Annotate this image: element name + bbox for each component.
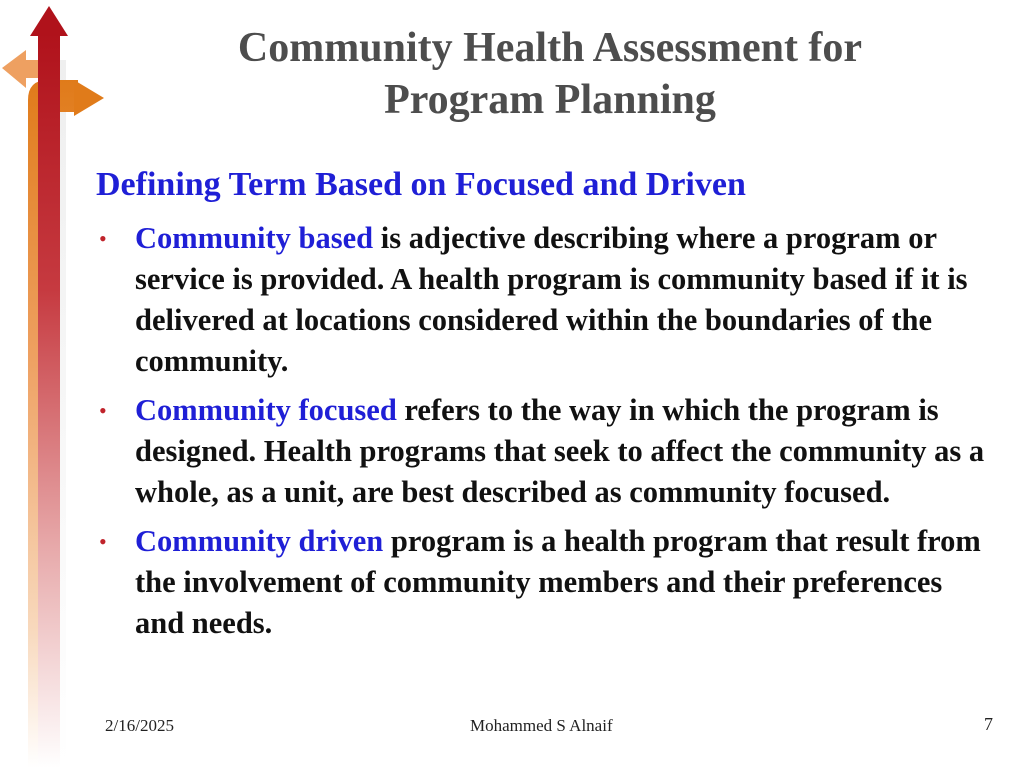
- bullet-term: Community focused: [135, 393, 397, 427]
- title-line-2: Program Planning: [384, 77, 716, 123]
- bullet-icon: •: [99, 226, 107, 251]
- footer-author: Mohammed S Alnaif: [470, 716, 613, 735]
- page-number: 7: [984, 714, 993, 734]
- bullet-list: [96, 218, 996, 652]
- title-line-1: Community Health Assessment for: [237, 25, 863, 71]
- bullet-icon: •: [99, 398, 107, 423]
- bullet-item-community-driven: [96, 521, 996, 644]
- section-heading: Defining Term Based on Focused and Driven: [96, 166, 746, 203]
- footer-date: 2/16/2025: [105, 716, 174, 735]
- bullet-item-community-based: [96, 218, 996, 382]
- slide-title: [150, 22, 950, 126]
- bullet-text: refers to the way in which the program is designed. Health programs that seek to affect the community as a whole, as a unit, are best described as community focused.: [135, 393, 985, 509]
- bullet-text: is adjective describing where a program or service is provided. A health program is community based if it is delivered at locations considered within the boundaries of the community.: [135, 221, 968, 378]
- arrows-decoration-icon: [0, 0, 110, 768]
- bullet-term: Community driven: [135, 524, 384, 558]
- bullet-icon: •: [99, 529, 107, 554]
- bullet-text: program is a health program that result from the involvement of community members and their preferences and needs.: [135, 524, 981, 640]
- bullet-item-community-focused: [96, 390, 996, 513]
- bullet-term: Community based: [135, 221, 374, 255]
